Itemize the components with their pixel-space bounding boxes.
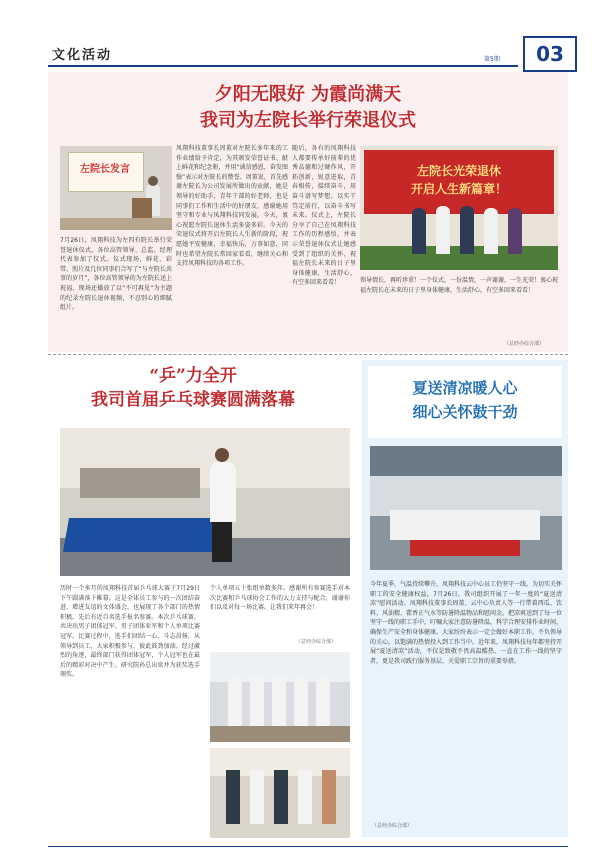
photo-slide-text: 左院长发言 (80, 164, 130, 175)
article1-col4: 领导情长，再听珍重！一个仪式，一份温情，一声谢谢，一生光荣！衷心祝福左院长在未来的日子里身体健康，生活舒心，有空多回来看看！ (360, 277, 559, 294)
article2-title-line2: 我司首届乒乓球赛圆满落幕 (91, 390, 295, 410)
article3-body: 今年夏季，气温持续攀升，凤翔科技云中心员工仍坚守一线。为切实关怀职工的安全健康权益，7月26日，我司组织开展了一年一度的“夏送清凉”慰问活动。凤翔科技董事长周董、云中心负责人等一行带着西瓜、饮料、风油精、藿香正气水等防暑降温物品和慰问金，把凉爽送到了每一位坚守一线的职工手中，叮嘱大家注意防暑降温，科学合理安排作业时间，确保生产安全和身体健康。大家纷纷表示一定会做好本职工作，不负领导的关心，以饱满的热情投入到工作当中。近年来，凤翔科技每年都坚持开展“夏送清凉”活动，不仅是致敬不畏高温酷热、一直在工作一线的坚守者，更是我司践行服务基层、关爱职工宗旨的重要举措。 (370, 581, 562, 665)
footer-rule (48, 846, 568, 847)
article3-source: （总经办综合部） (372, 823, 413, 829)
article2-col1: 历时一个多月的凤翔科技首届乒乓球大赛于7月29日下午圆满落下帷幕。这是全体员工参与的一次团结奋进、增进友谊的文体盛会，也展现了各个部门的热情积极。先后有近百名选手报名参赛。本次乒乓球赛，共决出男子团体冠军、男子团体亚军和个人单项比赛冠军。比赛过程中，选手们团结一心，斗志昂扬，从领导到员工，大家积极参与，彼此鼓劲加油。经过激烈的角逐，最终部门获得团体冠军，个人冠军也在最后的精彩对决中产生。研究院孙总出席并为获奖选手颁奖。 (60, 585, 200, 679)
article1-source: （总经办综合部） (504, 341, 545, 347)
photo-banner-text (364, 162, 554, 198)
article1-caption: 7月26日，凤翔科技为左四有院长举行荣誉退休仪式，各位高管领导、总监、经理代表参加了仪式。仪式现场，鲜花、彩带、照片及几位同事们合写了“与左院长共事的岁月”，各位高管领导的为左院长送上祝福，现场还播放了以“不可再见”为主题的纪录左院长退休视频，不忍别心的细腻组片。 (60, 237, 172, 312)
photo-pingpong-match (60, 428, 350, 576)
banner-line1: 左院长光荣退休 (416, 164, 501, 178)
article2-title-line1: “乒”力全开 (149, 366, 237, 386)
photo-winners-2 (210, 748, 350, 838)
article3-title-line2: 细心关怀鼓干劲 (412, 403, 518, 421)
article1-title (48, 82, 568, 134)
article1-col2: 凤翔科技董事长周董对左院长多年来的工作业绩给予肯定，为其颁发荣誉证书、献上鲜花和纪念册，并用“诚信感恩，奋发图强”表示对左院长的赞誉。周董说，首先感谢左院长为公司发展所做出的贡献，她是领导的好助手，青年干部的好老师，也是同事们工作和生活中的好朋友，感谢她用坚守和专业与凤翔科技同发展。今天，衷心祝愿左院长退休生活多姿多彩。今天的荣退仪式将开启左院长人生新的阶段，祝愿她平安健康，幸福快乐，万事如意，同时也希望左院长常回家看看，继续关心和支持凤翔科技的各项工作。 (176, 145, 288, 268)
article1-title-line1: 夕阳无限好 为霞尚满天 (214, 84, 402, 105)
section-title: 文化活动 (52, 48, 113, 63)
article2-source: （总经办综合部） (296, 639, 337, 645)
banner-line2: 开启人生新篇章！ (410, 182, 507, 196)
article1-col3: 随后，各有的凤翔科技人都要传承好前辈的优秀品德和过硬作风，开拓创新，锐意进取，青春相传，接续奋斗，用奋斗谱写梦想。以实干笃定前行，以奋斗书写未来。仪式上，左院长分享了自己在凤翔科技工作的历程感悟，并表示荣誉退休仪式让她感受到了组织的关怀，祝福左院长未来的日子里身体健康，生活舒心，有空多回来看看！ (292, 145, 356, 287)
photo-speech (60, 146, 172, 230)
photo-retirement-group (360, 146, 558, 270)
article3-title-line1: 夏送清凉暖人心 (412, 379, 518, 397)
page-number: 03 (523, 36, 577, 72)
article2-col2: 个人单项五十张组单数多年。感谢所有参赛选手对本次比赛和乒乓球协会工作的大力支持与配合，谢谢你们以及对每一场比赛。让我们来年再会！ (210, 585, 350, 612)
article2-title (48, 364, 338, 412)
photo-winners-1 (210, 652, 350, 742)
photo-summer-care-group (370, 446, 562, 570)
article3-title (368, 376, 562, 424)
issue-number: 第5期 (484, 56, 500, 63)
article1-title-line2: 我司为左院长举行荣退仪式 (200, 110, 416, 131)
header-rule (48, 65, 518, 67)
section-divider (48, 354, 568, 355)
